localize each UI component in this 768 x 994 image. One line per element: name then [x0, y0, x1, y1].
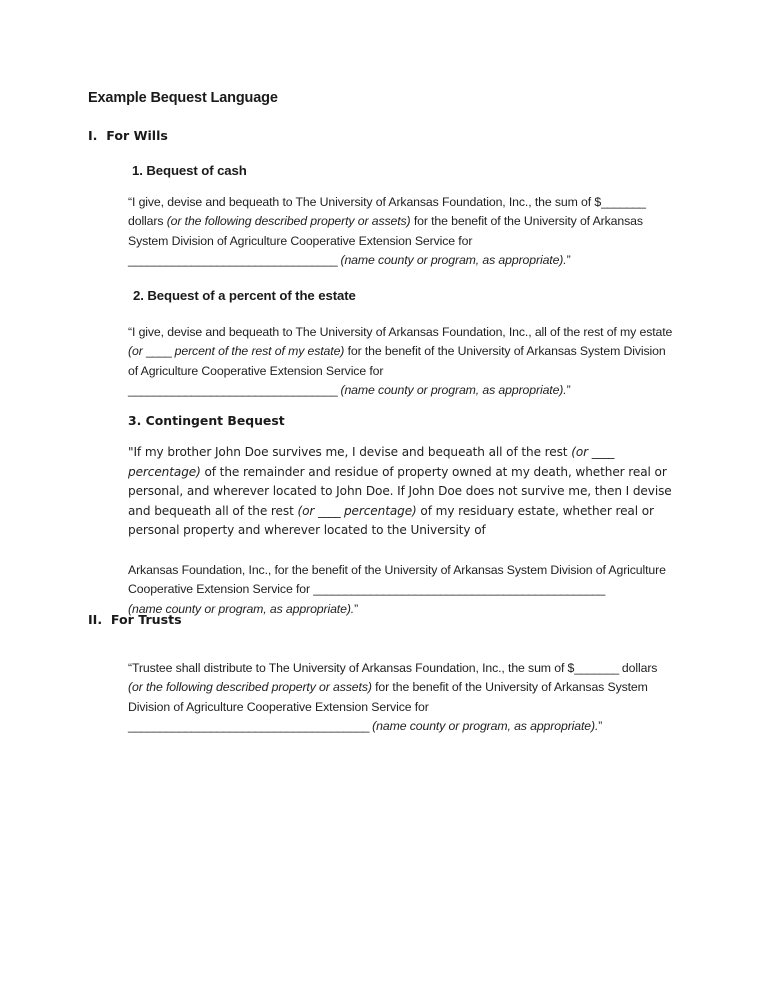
- text-run: "If my brother John Doe survives me, I devise and bequeath all of the rest: [128, 445, 572, 459]
- fill-in-blank: _______: [574, 661, 619, 675]
- italic-run: (name county or program, as appropriate).: [368, 719, 599, 734]
- italic-run: (or the following described property or assets): [166, 214, 411, 229]
- section-heading-trusts: II. For Trusts: [88, 612, 182, 627]
- italic-run: percent of the rest of my estate): [171, 344, 345, 359]
- text-run: ”: [354, 601, 359, 616]
- fill-in-blank: _________________________________: [128, 253, 338, 268]
- paragraph-contingent-bequest-cont: [128, 561, 680, 619]
- text-run: for the benefit of the University of Arkansas System Division of Agriculture Cooperative Extension Service for: [128, 214, 643, 248]
- paragraph-contingent-bequest: [128, 443, 673, 541]
- paragraph-trust-distribution: [128, 659, 668, 737]
- italic-run: (name county or program, as appropriate).: [337, 253, 567, 268]
- fill-in-blank: _________________________________: [128, 383, 338, 398]
- italic-run: (name county or program, as appropriate).: [337, 383, 567, 398]
- italic-run: percentage): [128, 464, 201, 479]
- italic-run: (or: [297, 503, 319, 518]
- subsection-heading-bequest-percent-estate: 2. Bequest of a percent of the estate: [133, 288, 356, 303]
- text-run: ”: [566, 253, 571, 268]
- italic-run: percentage): [340, 503, 417, 518]
- text-run: of my residuary estate, whether real or personal property and wherever located to the University of: [128, 503, 654, 538]
- fill-in-blank: ____: [318, 503, 341, 518]
- text-run: dollars: [618, 661, 658, 675]
- text-run: ”: [598, 719, 603, 734]
- fill-in-blank: ______________________________________: [128, 719, 369, 734]
- subsection-heading-contingent-bequest: 3. Contingent Bequest: [128, 413, 285, 428]
- text-run: dollars: [128, 214, 167, 229]
- italic-run: (name county or program, as appropriate).: [128, 601, 355, 616]
- text-run: for the benefit of the University of Arkansas System Division of Agriculture Cooperative Extension Service for: [128, 680, 648, 714]
- fill-in-blank: ____: [591, 445, 614, 459]
- fill-in-blank: ______________________________________________: [313, 582, 605, 597]
- paragraph-bequest-percent-estate: [128, 323, 676, 401]
- italic-run: (or: [571, 445, 592, 459]
- paragraph-bequest-of-cash: [128, 193, 680, 271]
- text-run: “I give, devise and bequeath to The University of Arkansas Foundation, Inc., the sum of $: [128, 195, 602, 209]
- text-run: ”: [566, 383, 571, 398]
- text-run: “Trustee shall distribute to The University of Arkansas Foundation, Inc., the sum of $: [128, 661, 575, 675]
- text-run: Arkansas Foundation, Inc., for the benefit of the University of Arkansas System Division of Agriculture Cooperative Extension Service for: [128, 563, 666, 597]
- subsection-heading-bequest-of-cash: 1. Bequest of cash: [132, 163, 247, 178]
- fill-in-blank: _______: [601, 195, 646, 209]
- text-run: for the benefit of the University of Arkansas System Division of Agriculture Cooperative Extension Service for: [128, 344, 666, 378]
- page-title: Example Bequest Language: [88, 90, 278, 106]
- italic-run: (or: [128, 344, 146, 359]
- italic-run: (or the following described property or assets): [128, 680, 372, 695]
- section-heading-wills: I. For Wills: [88, 128, 168, 143]
- fill-in-blank: ____: [145, 344, 172, 359]
- text-run: “I give, devise and bequeath to The University of Arkansas Foundation, Inc., all of the rest of my estate: [128, 325, 673, 339]
- text-run: of the remainder and residue of property owned at my death, whether real or personal, and wherever located to John Doe. If John Doe does not survive me, then I devise and bequeath all of the rest: [128, 464, 672, 518]
